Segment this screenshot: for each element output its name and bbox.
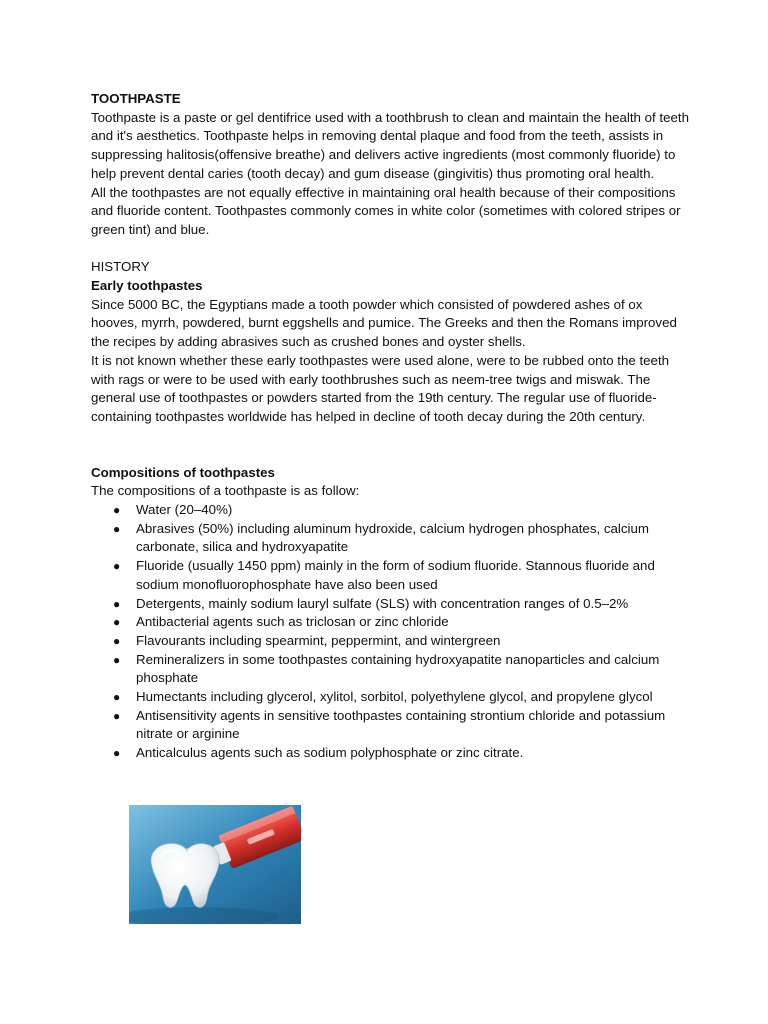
compositions-lead: The compositions of a toothpaste is as follow: — [91, 483, 360, 499]
list-item: ● Antisensitivity agents in sensitive toothpastes containing strontium chloride and potassium nitrate or arginine — [113, 707, 666, 742]
list-item: ● Fluoride (usually 1450 ppm) mainly in the form of sodium fluoride. Stannous fluoride and sodium monofluorophosphate have also been used — [113, 558, 655, 592]
document-title: TOOTHPASTE — [91, 91, 181, 106]
bullet-icon: ● — [113, 633, 121, 648]
list-item: ● Detergents, mainly sodium lauryl sulfate (SLS) with concentration ranges of 0.5–2% — [91, 595, 691, 614]
list-item: ● Anticalculus agents such as sodium polyphosphate or zinc citrate. — [91, 744, 691, 763]
list-item: ● Water (20–40%) — [91, 501, 691, 520]
bullet-icon: ● — [113, 708, 121, 723]
early-toothpastes-heading: Early toothpastes — [91, 278, 203, 294]
bullet-icon: ● — [113, 596, 121, 611]
history-paragraph-1: Since 5000 BC, the Egyptians made a tooth powder which consisted of powdered ashes of ox hooves, myrrh, powdered, burnt eggshells and pumice. The Greeks and then the Romans improved the recipes by adding abrasives such as crushed bones and oyster shells. — [91, 296, 677, 350]
bullet-icon: ● — [113, 746, 121, 761]
bullet-icon: ● — [113, 559, 121, 574]
history-heading: HISTORY — [91, 259, 150, 275]
bullet-icon: ● — [113, 503, 121, 518]
history-paragraph-2: It is not known whether these early toothpastes were used alone, were to be rubbed onto the teeth with rags or were to be used with early toothbrushes such as neem-tree twigs and miswak. The general use of toothpastes or powders started from the 19th century. The regular use of fluoride-containing toothpastes worldwide has helped in decline of tooth decay during the 20th century. — [91, 352, 670, 424]
bullet-icon: ● — [113, 690, 121, 705]
list-item: ● Flavourants including spearmint, peppermint, and wintergreen — [91, 632, 691, 651]
bullet-icon: ● — [113, 521, 121, 536]
document-body — [91, 90, 691, 763]
list-item: ● Humectants including glycerol, xylitol, sorbitol, polyethylene glycol, and propylene glycol — [91, 688, 691, 707]
compositions-heading: Compositions of toothpastes — [91, 464, 275, 480]
list-item: ● Antibacterial agents such as triclosan or zinc chloride — [91, 613, 691, 632]
bullet-icon: ● — [113, 652, 121, 667]
intro-paragraph-2: All the toothpastes are not equally effective in maintaining oral health because of their compositions and fluoride content. Toothpastes commonly comes in white color (sometimes with colored stripes or green tint) and blue. — [91, 184, 681, 237]
list-item: ● Remineralizers in some toothpastes containing hydroxyapatite nanoparticles and calcium phosphate — [113, 651, 660, 686]
tooth-and-toothpaste-tube-image — [129, 805, 301, 924]
bullet-icon: ● — [113, 615, 121, 630]
intro-paragraph-1: Toothpaste is a paste or gel dentifrice used with a toothbrush to clean and maintain the health of teeth and it's aesthetics. Toothpaste helps in removing dental plaque and food from the teeth, assists in suppressing halitosis(offensive breathe) and delivers active ingredients (most commonly fluoride) to help prevent dental caries (tooth decay) and gum disease (gingivitis) thus promoting oral health. — [91, 109, 690, 181]
compositions-list — [91, 501, 691, 763]
list-item: ● Abrasives (50%) including aluminum hydroxide, calcium hydrogen phosphates, calcium carbonate, silica and hydroxyapatite — [113, 520, 649, 555]
